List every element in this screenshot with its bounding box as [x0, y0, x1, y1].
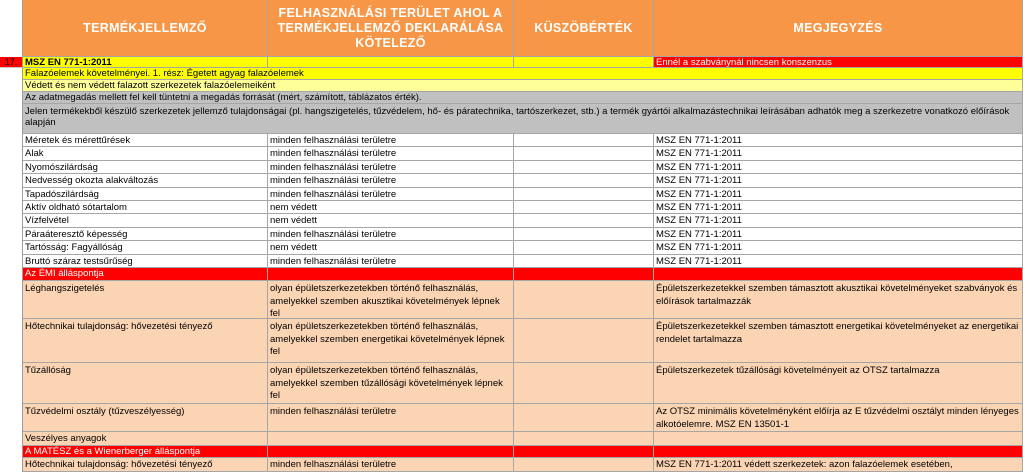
property-threshold[interactable]	[514, 188, 654, 201]
standard-empty-cell[interactable]	[514, 57, 654, 68]
emi-threshold[interactable]	[514, 432, 654, 446]
heading-empty-cell[interactable]	[268, 446, 514, 458]
heading-empty-cell[interactable]	[654, 446, 1023, 458]
property-threshold[interactable]	[514, 201, 654, 214]
property-note[interactable]: MSZ EN 771-1:2011	[654, 255, 1023, 268]
emi-row	[23, 319, 1023, 363]
info-line[interactable]: Az adatmegadás mellett fel kell tüntetni a megadás forrását (mért, számított, táblázatos érték).	[23, 92, 1023, 104]
emi-threshold[interactable]	[514, 404, 654, 432]
emi-property[interactable]: Tűzvédelmi osztály (tűzveszélyesség)	[23, 404, 268, 432]
property-name[interactable]: Alak	[23, 147, 268, 160]
info-line[interactable]: Védett és nem védett falazott szerkezetek falazóelemeiként	[23, 80, 1023, 92]
property-usage-area[interactable]: minden felhasználási területre	[268, 147, 514, 160]
info-row	[23, 68, 1023, 80]
property-row	[23, 188, 1023, 201]
property-row	[23, 255, 1023, 268]
property-usage-area[interactable]: nem védett	[268, 241, 514, 254]
property-row	[23, 174, 1023, 187]
property-threshold[interactable]	[514, 174, 654, 187]
property-threshold[interactable]	[514, 134, 654, 147]
property-name[interactable]: Nyomószilárdság	[23, 161, 268, 174]
property-note[interactable]: MSZ EN 771-1:2011	[654, 241, 1023, 254]
emi-row	[23, 363, 1023, 404]
emi-note[interactable]: Épületszerkezetekkel szemben támasztott akusztikai követelményeket szabványok és előírások tartalmazzák	[654, 281, 1023, 319]
property-name[interactable]: Tartósság: Fagyállóság	[23, 241, 268, 254]
section-heading-row	[23, 268, 1023, 281]
info-line[interactable]: Falazóelemek követelményei. 1. rész: Égetett agyag falazóelemek	[23, 68, 1023, 80]
property-row	[23, 147, 1023, 160]
matesz-heading[interactable]: A MATÉSZ és a Wienerberger álláspontja	[23, 446, 268, 458]
property-usage-area[interactable]: minden felhasználási területre	[268, 188, 514, 201]
info-row	[23, 92, 1023, 104]
property-note[interactable]: MSZ EN 771-1:2011	[654, 188, 1023, 201]
header-usage-area[interactable]: FELHASZNÁLÁSI TERÜLET AHOL A TERMÉKJELLEMZŐ DEKLARÁLÁSA KÖTELEZŐ	[268, 0, 514, 57]
heading-empty-cell[interactable]	[514, 446, 654, 458]
property-threshold[interactable]	[514, 147, 654, 160]
property-note[interactable]: MSZ EN 771-1:2011	[654, 134, 1023, 147]
property-note[interactable]: MSZ EN 771-1:2011	[654, 174, 1023, 187]
property-threshold[interactable]	[514, 255, 654, 268]
emi-area[interactable]: minden felhasználási területre	[268, 432, 514, 446]
matesz-area[interactable]: minden felhasználási területre	[268, 458, 514, 472]
emi-row	[23, 281, 1023, 319]
property-usage-area[interactable]: minden felhasználási területre	[268, 161, 514, 174]
property-row	[23, 161, 1023, 174]
emi-heading[interactable]: Az ÉMI álláspontja	[23, 268, 268, 281]
heading-empty-cell[interactable]	[654, 268, 1023, 281]
emi-property[interactable]: Hőtechnikai tulajdonság: hővezetési tényező	[23, 319, 268, 363]
property-usage-area[interactable]: nem védett	[268, 214, 514, 227]
header-threshold[interactable]: KÜSZÖBÉRTÉK	[514, 0, 654, 57]
property-threshold[interactable]	[514, 161, 654, 174]
property-usage-area[interactable]: minden felhasználási területre	[268, 255, 514, 268]
heading-empty-cell[interactable]	[514, 268, 654, 281]
property-row	[23, 134, 1023, 147]
header-row	[23, 0, 1023, 57]
emi-area[interactable]: olyan épületszerkezetekben történő felhasználás, amelyekkel szemben akusztikai követelmények lépnek fel	[268, 281, 514, 319]
standard-row	[23, 57, 1023, 68]
property-note[interactable]: MSZ EN 771-1:2011	[654, 147, 1023, 160]
emi-threshold[interactable]	[514, 281, 654, 319]
standard-name[interactable]: MSZ EN 771-1:2011	[23, 57, 268, 68]
property-threshold[interactable]	[514, 214, 654, 227]
property-note[interactable]: MSZ EN 771-1:2011	[654, 201, 1023, 214]
emi-area[interactable]: olyan épületszerkezetekben történő felhasználás, amelyekkel szemben energetikai követelmények lépnek fel	[268, 319, 514, 363]
property-name[interactable]: Vízfelvétel	[23, 214, 268, 227]
emi-note[interactable]: Az OTSZ minimális követelményként előírja az E tűzvédelmi osztályt minden lényeges alkotóelemre. MSZ EN 13501-1	[654, 404, 1023, 432]
property-name[interactable]: Nedvesség okozta alakváltozás	[23, 174, 268, 187]
matesz-note[interactable]: MSZ EN 771-1:2011 védett szerkezetek: azon falazóelemek esetében,	[654, 458, 1023, 472]
property-usage-area[interactable]: minden felhasználási területre	[268, 174, 514, 187]
heading-empty-cell[interactable]	[268, 268, 514, 281]
info-row	[23, 80, 1023, 92]
matesz-row	[23, 458, 1023, 472]
property-name[interactable]: Tapadószilárdság	[23, 188, 268, 201]
emi-threshold[interactable]	[514, 319, 654, 363]
property-note[interactable]: MSZ EN 771-1:2011	[654, 214, 1023, 227]
property-row	[23, 228, 1023, 241]
emi-area[interactable]: minden felhasználási területre	[268, 404, 514, 432]
info-row	[23, 104, 1023, 134]
matesz-property[interactable]: Hőtechnikai tulajdonság: hővezetési tényező	[23, 458, 268, 472]
property-row	[23, 201, 1023, 214]
emi-area[interactable]: olyan épületszerkezetekben történő felhasználás, amelyekkel szemben tűzállósági követelmények lépnek fel	[268, 363, 514, 404]
property-note[interactable]: MSZ EN 771-1:2011	[654, 228, 1023, 241]
emi-property[interactable]: Léghangszigetelés	[23, 281, 268, 319]
property-name[interactable]: Bruttó száraz testsűrűség	[23, 255, 268, 268]
property-usage-area[interactable]: minden felhasználási területre	[268, 228, 514, 241]
section-heading-row	[23, 446, 1023, 458]
property-usage-area[interactable]: nem védett	[268, 201, 514, 214]
emi-note[interactable]: Épületszerkezetek tűzállósági követelményeit az OTSZ tartalmazza	[654, 363, 1023, 404]
property-name[interactable]: Páraáteresztő képesség	[23, 228, 268, 241]
emi-row	[23, 432, 1023, 446]
emi-property[interactable]: Veszélyes anyagok	[23, 432, 268, 446]
property-row	[23, 214, 1023, 227]
emi-note[interactable]: Épületszerkezetekkel szemben támasztott energetikai követelményeket az energetikai rendelet tartalmazza	[654, 319, 1023, 363]
info-line[interactable]: Jelen termékekből készülő szerkezetek jellemző tulajdonságai (pl. hangszigetelés, tűzvédelem, hő- és páratechnika, tartószerkezet, stb.) a termék gyártói alkalmazástechnikai leírásában adhatók meg a szerkezetre vonatkozó előírások alapján	[23, 104, 1023, 134]
standard-empty-cell[interactable]	[268, 57, 514, 68]
header-note[interactable]: MEGJEGYZÉS	[654, 0, 1023, 57]
property-name[interactable]: Aktív oldható sótartalom	[23, 201, 268, 214]
property-note[interactable]: MSZ EN 771-1:2011	[654, 161, 1023, 174]
property-row	[23, 241, 1023, 254]
property-name[interactable]: Méretek és mérettűrések	[23, 134, 268, 147]
emi-threshold[interactable]	[514, 363, 654, 404]
property-usage-area[interactable]: minden felhasználási területre	[268, 134, 514, 147]
matesz-threshold[interactable]	[514, 458, 654, 472]
emi-note[interactable]	[654, 432, 1023, 446]
row-header-gutter	[0, 0, 23, 472]
standard-note[interactable]: Ennél a szabványnál nincsen konszenzus	[654, 57, 1023, 68]
emi-property[interactable]: Tűzállóság	[23, 363, 268, 404]
emi-row	[23, 404, 1023, 432]
row-number[interactable]: 17.	[0, 57, 23, 68]
property-threshold[interactable]	[514, 241, 654, 254]
header-property[interactable]: TERMÉKJELLEMZŐ	[23, 0, 268, 57]
property-threshold[interactable]	[514, 228, 654, 241]
